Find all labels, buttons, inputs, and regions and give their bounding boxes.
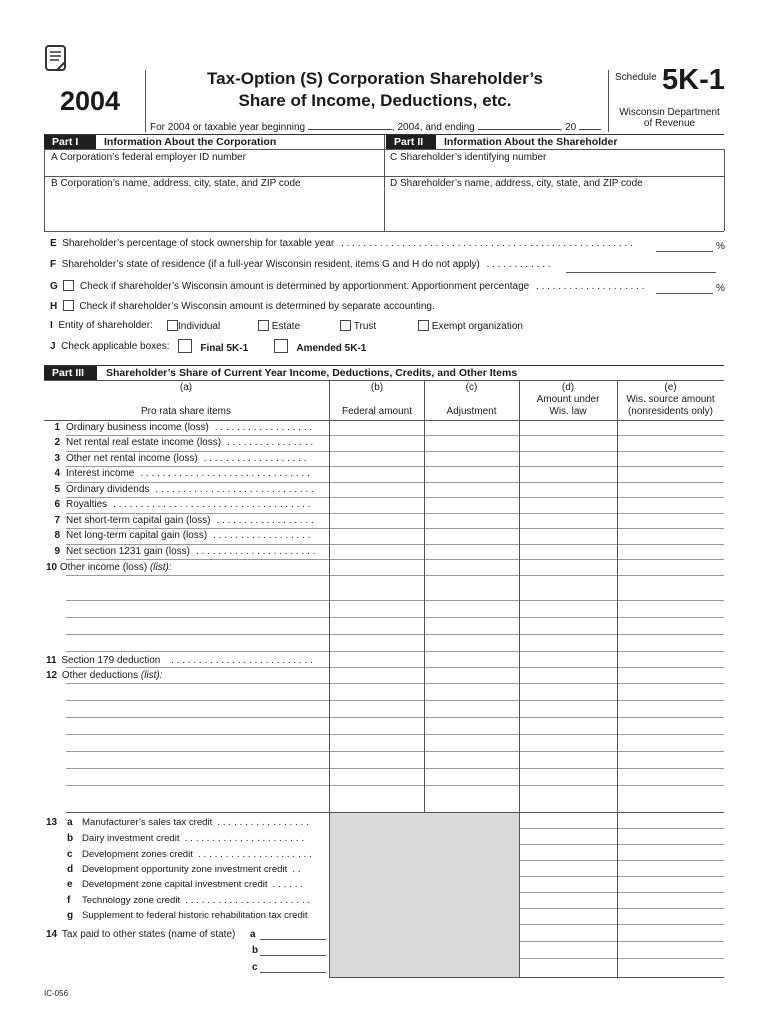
line-h-letter: H (50, 301, 58, 312)
credit-rule (519, 876, 724, 877)
amended-5k1-label: Amended 5K-1 (296, 343, 367, 354)
credit-letter: f (67, 895, 71, 906)
part2-label: Part II (386, 135, 436, 149)
table-rule (66, 700, 724, 701)
item-num: 4 (54, 468, 60, 479)
entity-trust-option[interactable] (340, 320, 376, 332)
schedule-code: 5K-1 (662, 64, 725, 96)
entity-individual-option[interactable] (167, 320, 220, 332)
credit-rule (519, 844, 724, 845)
final-5k1-option[interactable] (178, 339, 248, 354)
item-14b-state-input[interactable] (260, 945, 326, 956)
credit-text: Development zones credit (82, 849, 193, 860)
line-e-letter: E (50, 238, 57, 249)
table-rule (66, 497, 724, 498)
credit-dots: . . . . . . . . . . . . . . . . . . . . . . . (185, 895, 311, 906)
part3-label: Part III (44, 366, 97, 380)
period-prefix: For 2004 or taxable year beginning (150, 122, 306, 133)
line-g-unit: % (716, 283, 725, 294)
col-d-name1: Amount under (536, 394, 600, 405)
item-num: 8 (54, 530, 60, 541)
table-rule (66, 651, 724, 652)
credit-rule (519, 941, 724, 942)
item-num: 9 (54, 546, 60, 557)
credit-row (67, 910, 313, 921)
item-dots: . . . . . . . . . . . . . . . . . . . . . . (195, 546, 316, 557)
col-d-letter: (d) (561, 382, 575, 393)
line-g-text: Check if shareholder’s Wisconsin amount is determined by apportionment. Apportionment percentage (79, 281, 530, 292)
table-rule (66, 634, 724, 635)
table-rule (66, 683, 724, 684)
part1-title: Information About the Corporation (104, 136, 277, 148)
item-text: Royalties (66, 499, 108, 510)
form-title-line2: Share of Income, Deductions, etc. (238, 91, 512, 110)
item-11 (46, 655, 313, 666)
credit-row (67, 833, 304, 844)
part1-label: Part I (44, 135, 96, 149)
line-g-input[interactable] (656, 282, 713, 294)
item-text: Ordinary business income (loss) (66, 422, 209, 433)
table-rule (66, 751, 724, 752)
col-a-letter: (a) (179, 382, 193, 393)
agency-line2: of Revenue (643, 118, 696, 129)
amended-5k1-option[interactable] (274, 339, 366, 354)
item-num: 7 (54, 515, 60, 526)
item-dots: . . . . . . . . . . . . . . . . . . . . . . . . . . . . . . . (140, 468, 310, 479)
credit-row (67, 895, 310, 906)
table-rule (66, 513, 724, 514)
table-rule (44, 380, 724, 381)
field-b-input[interactable] (45, 192, 383, 230)
table-rule (66, 482, 724, 483)
line-i (50, 320, 153, 331)
item-row (46, 437, 313, 448)
credit-dots: . . . . . . (272, 879, 304, 890)
line-f (50, 259, 551, 270)
credit-rule (519, 892, 724, 893)
col-b-name: Federal amount (341, 406, 413, 417)
line-j-text: Check applicable boxes: (61, 341, 170, 352)
amended-5k1-checkbox[interactable] (274, 339, 288, 353)
agency-line1: Wisconsin Department (619, 107, 720, 118)
entity-trust-label: Trust (353, 321, 377, 332)
entity-estate-checkbox[interactable] (258, 320, 269, 331)
final-5k1-label: Final 5K-1 (200, 343, 249, 354)
field-c-input[interactable] (386, 164, 723, 176)
table-rule (66, 667, 724, 668)
tax-period-line (150, 121, 601, 133)
col-b-letter: (b) (370, 382, 384, 393)
credit-letter: a (67, 817, 73, 828)
line-g-dots: . . . . . . . . . . . . . . . . . . . . (536, 281, 645, 292)
item-row (46, 499, 310, 510)
credit-rule (519, 860, 724, 861)
credits-shaded-area (330, 812, 519, 977)
line-g (50, 280, 644, 292)
item-dots: . . . . . . . . . . . . . . . . . . (213, 530, 311, 541)
table-rule (66, 717, 724, 718)
form-title-line1: Tax-Option (S) Corporation Shareholder’s (207, 69, 543, 88)
item-row (46, 422, 312, 433)
item-10-num: 10 (46, 562, 58, 573)
table-rule (66, 544, 724, 545)
table-rule (66, 617, 724, 618)
credit-letter: b (67, 833, 74, 844)
line-f-letter: F (50, 259, 57, 270)
form-year: 2004 (60, 86, 121, 116)
field-b-label: B Corporation’s name, address, city, state, and ZIP code (51, 178, 301, 189)
col-e-name1: Wis. source amount (626, 394, 715, 405)
line-i-letter: I (50, 320, 53, 331)
item-13-num: 13 (46, 817, 58, 828)
header-divider-right (608, 70, 609, 132)
item-14c-letter: c (252, 962, 258, 973)
credit-dots: . . . . . . . . . . . . . . . . . . . . . (197, 849, 312, 860)
item-12-text: Other deductions (61, 670, 139, 681)
line-j-letter: J (50, 341, 56, 352)
credit-letter: d (67, 864, 74, 875)
entity-trust-checkbox[interactable] (340, 320, 351, 331)
final-5k1-checkbox[interactable] (178, 339, 192, 353)
line-e-text: Shareholder’s percentage of stock ownership for taxable year (62, 238, 335, 249)
item-num: 6 (54, 499, 60, 510)
entity-individual-checkbox[interactable] (167, 320, 178, 331)
col-e-name2: (nonresidents only) (627, 406, 714, 417)
table-rule (66, 734, 724, 735)
field-d-label: D Shareholder’s name, address, city, state, and ZIP code (390, 178, 643, 189)
item-num: 5 (54, 484, 60, 495)
item-num: 2 (54, 437, 60, 448)
table-rule (66, 812, 724, 813)
item-11-text: Section 179 deduction (61, 655, 161, 666)
item-10-list: (list): (149, 562, 172, 573)
document-icon (44, 45, 68, 73)
entity-exempt-option[interactable] (418, 320, 523, 332)
item-dots: . . . . . . . . . . . . . . . . . . (214, 422, 313, 433)
item-14c-state-input[interactable] (260, 962, 326, 973)
table-rule (66, 559, 724, 560)
credit-dots: . . . . . . . . . . . . . . . . . (217, 817, 309, 828)
credit-text: Manufacturer’s sales tax credit (82, 817, 213, 828)
item-14-num: 14 (46, 929, 58, 940)
table-rule (66, 575, 724, 576)
line-f-input[interactable] (566, 261, 716, 273)
period-year-field[interactable] (579, 121, 601, 130)
field-d-input[interactable] (386, 192, 723, 230)
item-row (46, 468, 310, 479)
table-rule (66, 785, 724, 786)
item-dots: . . . . . . . . . . . . . . . . (227, 437, 314, 448)
item-row (46, 484, 314, 495)
line-h-checkbox[interactable] (63, 300, 74, 311)
credit-row (67, 864, 301, 875)
credit-row (67, 817, 309, 828)
item-14-text: Tax paid to other states (name of state) (61, 929, 236, 940)
line-h-text: Check if shareholder’s Wisconsin amount is determined by separate accounting. (79, 301, 435, 312)
credit-text: Technology zone credit (82, 895, 181, 906)
item-text: Net section 1231 gain (loss) (66, 546, 190, 557)
credit-letter: g (67, 910, 74, 921)
period-mid: , 2004, and ending (391, 122, 475, 133)
credit-rule (519, 924, 724, 925)
period-begin-field[interactable] (308, 121, 392, 130)
schedule-label: Schedule (615, 72, 657, 83)
line-j (50, 341, 170, 352)
part2-title: Information About the Shareholder (444, 136, 618, 148)
col-c-letter: (c) (465, 382, 478, 393)
credit-row (67, 849, 312, 860)
item-row (46, 453, 307, 464)
line-e-input[interactable] (656, 240, 713, 252)
line-f-text: Shareholder’s state of residence (if a full-year Wisconsin resident, items G and H do not apply) (61, 259, 480, 270)
credit-rule (519, 958, 724, 959)
table-rule (66, 528, 724, 529)
entity-exempt-label: Exempt organization (431, 321, 523, 332)
part3-title: Shareholder’s Share of Current Year Income, Deductions, Credits, and Other Items (106, 367, 518, 379)
col-c-name: Adjustment (446, 406, 497, 417)
col-e-letter: (e) (664, 382, 677, 393)
period-end-field[interactable] (478, 121, 560, 130)
credit-rule (519, 908, 724, 909)
item-12-list: (list): (140, 670, 163, 681)
period-suffix: , 20 (559, 122, 577, 133)
item-num: 1 (54, 422, 60, 433)
item-text: Net rental real estate income (loss) (66, 437, 222, 448)
line-h (50, 300, 435, 312)
item-text: Interest income (66, 468, 135, 479)
line-e-dots: . . . . . . . . . . . . . . . . . . . . . . . . . . . . . . . . . . . . . . . . . . . . . . . . . . . . . (341, 238, 633, 249)
item-14 (46, 929, 235, 940)
item-10 (46, 562, 172, 573)
item-14a-letter: a (250, 929, 256, 940)
item-row (46, 515, 314, 526)
entity-individual-label: Individual (178, 321, 221, 332)
credit-letter: c (67, 849, 73, 860)
line-f-dots: . . . . . . . . . . . . (486, 259, 551, 270)
credit-dots: . . . . . . . . . . . . . . . . . . . . . . (184, 833, 305, 844)
field-a-input[interactable] (45, 164, 383, 176)
line-i-text: Entity of shareholder: (58, 320, 153, 331)
credit-text: Dairy investment credit (82, 833, 180, 844)
field-a-label: A Corporation’s federal employer ID number (51, 152, 246, 163)
item-14a-state-input[interactable] (260, 929, 326, 940)
form-id: IC-056 (44, 989, 69, 998)
credit-text: Development zone capital investment credit (82, 879, 268, 890)
item-text: Net long-term capital gain (loss) (66, 530, 208, 541)
credit-row (67, 879, 303, 890)
line-e-unit: % (716, 241, 725, 252)
credit-text: Development opportunity zone investment credit (82, 864, 288, 875)
credit-rule (519, 828, 724, 829)
item-text: Other net rental income (loss) (66, 453, 198, 464)
item-dots: . . . . . . . . . . . . . . . . . . . (203, 453, 307, 464)
item-text: Net short-term capital gain (loss) (66, 515, 211, 526)
item-12 (46, 670, 163, 681)
credit-letter: e (67, 879, 73, 890)
entity-exempt-checkbox[interactable] (418, 320, 429, 331)
item-num: 3 (54, 453, 60, 464)
entity-estate-label: Estate (271, 321, 301, 332)
item-dots: . . . . . . . . . . . . . . . . . . . . . . . . . . . . . . . . . . . . (113, 499, 311, 510)
item-row (46, 546, 315, 557)
table-rule (66, 768, 724, 769)
item-12-num: 12 (46, 670, 58, 681)
item-row (46, 530, 310, 541)
credit-dots: . . (292, 864, 301, 875)
line-g-checkbox[interactable] (63, 280, 74, 291)
header-divider-left (145, 70, 146, 132)
line-g-letter: G (50, 281, 58, 292)
credit-text: Supplement to federal historic rehabilitation tax credit (82, 910, 308, 921)
line-e (50, 238, 633, 249)
item-11-dots: . . . . . . . . . . . . . . . . . . . . . . . . . . (171, 655, 313, 666)
table-rule (66, 451, 724, 452)
col-d-name2: Wis. law (549, 406, 587, 417)
table-rule (66, 466, 724, 467)
entity-estate-option[interactable] (258, 320, 300, 332)
item-11-num: 11 (46, 655, 57, 666)
table-rule (66, 600, 724, 601)
table-rule (66, 435, 724, 436)
item-text: Ordinary dividends (66, 484, 150, 495)
field-c-label: C Shareholder’s identifying number (390, 152, 547, 163)
item-dots: . . . . . . . . . . . . . . . . . . . . . . . . . . . . . (155, 484, 314, 495)
item-10-text: Other income (loss) (59, 562, 148, 573)
col-a-name: Pro rata share items (140, 406, 232, 417)
item-dots: . . . . . . . . . . . . . . . . . . (216, 515, 314, 526)
item-14b-letter: b (252, 945, 259, 956)
table-rule (44, 420, 724, 421)
